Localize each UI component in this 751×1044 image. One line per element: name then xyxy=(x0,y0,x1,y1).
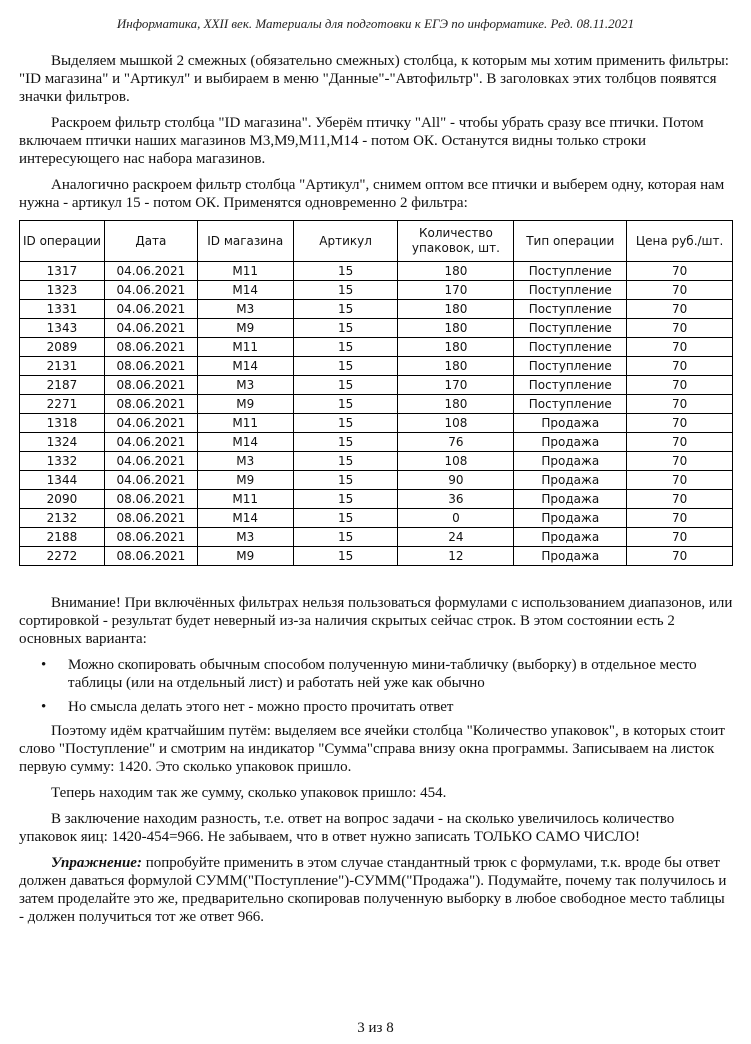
table-cell: 15 xyxy=(293,528,398,547)
filtered-table xyxy=(19,220,733,566)
table-cell: Поступление xyxy=(514,300,627,319)
table-cell: Продажа xyxy=(514,490,627,509)
table-cell: М11 xyxy=(197,338,293,357)
table-cell: 08.06.2021 xyxy=(104,395,197,414)
table-cell: 08.06.2021 xyxy=(104,509,197,528)
table-cell: 15 xyxy=(293,338,398,357)
table-cell: 70 xyxy=(627,433,733,452)
exercise-title: Упражнение: xyxy=(51,855,142,871)
bullet-marker: • xyxy=(41,657,47,673)
table-cell: Продажа xyxy=(514,452,627,471)
table-row xyxy=(20,414,733,433)
table-cell: 70 xyxy=(627,452,733,471)
table-row xyxy=(20,262,733,281)
table-cell: 76 xyxy=(398,433,514,452)
table-cell: 70 xyxy=(627,528,733,547)
table-cell: 04.06.2021 xyxy=(104,281,197,300)
table-cell: 15 xyxy=(293,319,398,338)
table-cell: М9 xyxy=(197,395,293,414)
table-cell: 108 xyxy=(398,452,514,471)
table-cell: Поступление xyxy=(514,376,627,395)
table-cell: Поступление xyxy=(514,262,627,281)
table-cell: 15 xyxy=(293,414,398,433)
column-header: Количество упаковок, шт. xyxy=(398,221,514,262)
table-cell: 24 xyxy=(398,528,514,547)
paragraph-attention: Внимание! При включённых фильтрах нельзя пользоваться формулами с использованием диапазонов, или сортировкой - результат будет неверный из-за наличия скрытых сейчас строк. В этом состоянии есть 2 основных варианта: xyxy=(19,595,733,647)
table-cell: М3 xyxy=(197,376,293,395)
table-cell: 70 xyxy=(627,319,733,338)
table-cell: М14 xyxy=(197,433,293,452)
table-row xyxy=(20,471,733,490)
paragraph-exercise xyxy=(19,854,733,926)
table-cell: 04.06.2021 xyxy=(104,414,197,433)
table-cell: 08.06.2021 xyxy=(104,376,197,395)
exercise-text: попробуйте применить в этом случае стандантный трюк с формулами, т.к. вроде бы ответ должен даваться формулой СУММ("Поступление")-СУММ("Продажа"). Подумайте, почему так получилось и затем проделайте это же, предварительно скопировав полученную выборку в любое свободное место таблицы - должен получиться тот же ответ 966. xyxy=(19,855,727,925)
table-cell: 04.06.2021 xyxy=(104,471,197,490)
table-header-row xyxy=(20,221,733,262)
table-cell: 70 xyxy=(627,357,733,376)
table-cell: 108 xyxy=(398,414,514,433)
column-header: Цена руб./шт. xyxy=(627,221,733,262)
table-cell: М11 xyxy=(197,262,293,281)
table-row xyxy=(20,452,733,471)
table-cell: 1344 xyxy=(20,471,105,490)
table-cell: 15 xyxy=(293,300,398,319)
list-item xyxy=(19,656,733,692)
table-cell: 08.06.2021 xyxy=(104,490,197,509)
table-cell: 1317 xyxy=(20,262,105,281)
table-row xyxy=(20,547,733,566)
table-cell: 12 xyxy=(398,547,514,566)
table-cell: Продажа xyxy=(514,509,627,528)
table-cell: 1343 xyxy=(20,319,105,338)
table-cell: 180 xyxy=(398,395,514,414)
table-row xyxy=(20,300,733,319)
page-content xyxy=(19,52,733,934)
table-cell: М11 xyxy=(197,414,293,433)
table-cell: Поступление xyxy=(514,395,627,414)
table-cell: 0 xyxy=(398,509,514,528)
table-cell: 70 xyxy=(627,471,733,490)
table-cell: 170 xyxy=(398,281,514,300)
table-cell: 70 xyxy=(627,281,733,300)
table-cell: 15 xyxy=(293,262,398,281)
column-header: Артикул xyxy=(293,221,398,262)
table-cell: 70 xyxy=(627,509,733,528)
table-cell: М14 xyxy=(197,281,293,300)
running-header: Информатика, XXII век. Материалы для подготовки к ЕГЭ по информатике. Ред. 08.11.2021 xyxy=(116,16,635,31)
list-item-text: Но смысла делать этого нет - можно просто прочитать ответ xyxy=(68,699,454,715)
table-cell: М9 xyxy=(197,471,293,490)
options-list xyxy=(19,656,733,716)
table-cell: 15 xyxy=(293,452,398,471)
table-cell: М11 xyxy=(197,490,293,509)
table-row xyxy=(20,490,733,509)
column-header: ID операции xyxy=(20,221,105,262)
table-cell: Продажа xyxy=(514,471,627,490)
column-header: Тип операции xyxy=(514,221,627,262)
table-cell: М3 xyxy=(197,452,293,471)
table-cell: 15 xyxy=(293,395,398,414)
table-row xyxy=(20,338,733,357)
table-cell: 70 xyxy=(627,547,733,566)
table-cell: 70 xyxy=(627,262,733,281)
paragraph-autofilter: Выделяем мышкой 2 смежных (обязательно смежных) столбца, к которым мы хотим применить фильтры: "ID магазина" и "Артикул" и выбираем в меню "Данные"-"Автофильтр". В заголовках этих толбцов появятся значки фильтров. xyxy=(19,53,729,105)
table-cell: 70 xyxy=(627,414,733,433)
table-row xyxy=(20,357,733,376)
table-cell: 1318 xyxy=(20,414,105,433)
table-cell: 70 xyxy=(627,338,733,357)
table-cell: 15 xyxy=(293,376,398,395)
table-cell: 08.06.2021 xyxy=(104,547,197,566)
table-cell: 180 xyxy=(398,357,514,376)
table-cell: Продажа xyxy=(514,433,627,452)
table-cell: 70 xyxy=(627,490,733,509)
table-cell: 08.06.2021 xyxy=(104,357,197,376)
page-number: 3 из 8 xyxy=(357,1020,394,1036)
table-cell: 08.06.2021 xyxy=(104,338,197,357)
table-cell: М3 xyxy=(197,528,293,547)
table-cell: Поступление xyxy=(514,338,627,357)
table-cell: 15 xyxy=(293,433,398,452)
table-cell: 1332 xyxy=(20,452,105,471)
table-cell: 90 xyxy=(398,471,514,490)
table-row xyxy=(20,319,733,338)
table-cell: 2188 xyxy=(20,528,105,547)
table-cell: 1324 xyxy=(20,433,105,452)
table-cell: 70 xyxy=(627,395,733,414)
table-row xyxy=(20,281,733,300)
paragraph-article-filter: Аналогично раскроем фильтр столбца "Артикул", снимем оптом все птички и выберем одну, которая нам нужна - артикул 15 - потом ОК. Применятся одновременно 2 фильтра: xyxy=(19,177,725,211)
table-cell: 2271 xyxy=(20,395,105,414)
table-cell: 36 xyxy=(398,490,514,509)
table-row xyxy=(20,376,733,395)
table-cell: 04.06.2021 xyxy=(104,319,197,338)
table-row xyxy=(20,395,733,414)
table-cell: 180 xyxy=(398,262,514,281)
table-cell: Поступление xyxy=(514,357,627,376)
table-cell: 04.06.2021 xyxy=(104,433,197,452)
table-cell: 08.06.2021 xyxy=(104,528,197,547)
paragraph-conclusion: В заключение находим разность, т.е. ответ на вопрос задачи - на сколько увеличилось количество упаковок яиц: 1420-454=966. Не забываем, что в ответ нужно записать ТОЛЬКО САМО ЧИСЛО! xyxy=(19,811,675,845)
table-cell: 04.06.2021 xyxy=(104,262,197,281)
table-cell: Продажа xyxy=(514,528,627,547)
table-row xyxy=(20,528,733,547)
list-item xyxy=(19,698,733,716)
table-cell: 15 xyxy=(293,547,398,566)
table-cell: 2272 xyxy=(20,547,105,566)
table-cell: М14 xyxy=(197,357,293,376)
table-cell: 04.06.2021 xyxy=(104,452,197,471)
table-cell: 15 xyxy=(293,490,398,509)
table-row xyxy=(20,509,733,528)
table-cell: 2187 xyxy=(20,376,105,395)
after-table-section xyxy=(19,594,733,926)
table-cell: 70 xyxy=(627,300,733,319)
table-cell: 170 xyxy=(398,376,514,395)
table-cell: 180 xyxy=(398,338,514,357)
table-cell: М9 xyxy=(197,319,293,338)
table-cell: 04.06.2021 xyxy=(104,300,197,319)
paragraph-shortcut: Поэтому идём кратчайшим путём: выделяем все ячейки столбца "Количество упаковок", в которых стоит слово "Поступление" и смотрим на индикатор "Сумма"справа внизу окна программы. Записываем на листок первую сумму: 1420. Это сколько упаковок пришло. xyxy=(19,723,725,775)
table-cell: 2090 xyxy=(20,490,105,509)
table-cell: Поступление xyxy=(514,319,627,338)
table-cell: 1323 xyxy=(20,281,105,300)
table-cell: М14 xyxy=(197,509,293,528)
table-body xyxy=(20,262,733,566)
table-cell: 15 xyxy=(293,509,398,528)
list-item-text: Можно скопировать обычным способом полученную мини-табличку (выборку) в отдельное место таблицы (или на отдельный лист) и работать ней уже как обычно xyxy=(68,657,697,691)
table-header xyxy=(20,221,733,262)
table-cell: Продажа xyxy=(514,547,627,566)
table-cell: 2089 xyxy=(20,338,105,357)
table-cell: 2132 xyxy=(20,509,105,528)
table-cell: Поступление xyxy=(514,281,627,300)
bullet-marker: • xyxy=(41,699,47,715)
table-cell: 180 xyxy=(398,300,514,319)
table-row xyxy=(20,433,733,452)
paragraph-store-filter: Раскроем фильтр столбца "ID магазина". Уберём птичку "All" - чтобы убрать сразу все птички. Потом включаем птички наших магазинов М3,М9,М11,М14 - потом ОК. Останутся видны только строки интересующего нас набора магазинов. xyxy=(19,115,704,167)
table-cell: Продажа xyxy=(514,414,627,433)
table-cell: 15 xyxy=(293,471,398,490)
table-cell: М9 xyxy=(197,547,293,566)
table-cell: М3 xyxy=(197,300,293,319)
table-cell: 15 xyxy=(293,357,398,376)
table-cell: 180 xyxy=(398,319,514,338)
table-cell: 15 xyxy=(293,281,398,300)
column-header: ID магазина xyxy=(197,221,293,262)
table-cell: 70 xyxy=(627,376,733,395)
column-header: Дата xyxy=(104,221,197,262)
table-cell: 1331 xyxy=(20,300,105,319)
table-cell: 2131 xyxy=(20,357,105,376)
paragraph-second-sum: Теперь находим так же сумму, сколько упаковок пришло: 454. xyxy=(51,785,447,801)
